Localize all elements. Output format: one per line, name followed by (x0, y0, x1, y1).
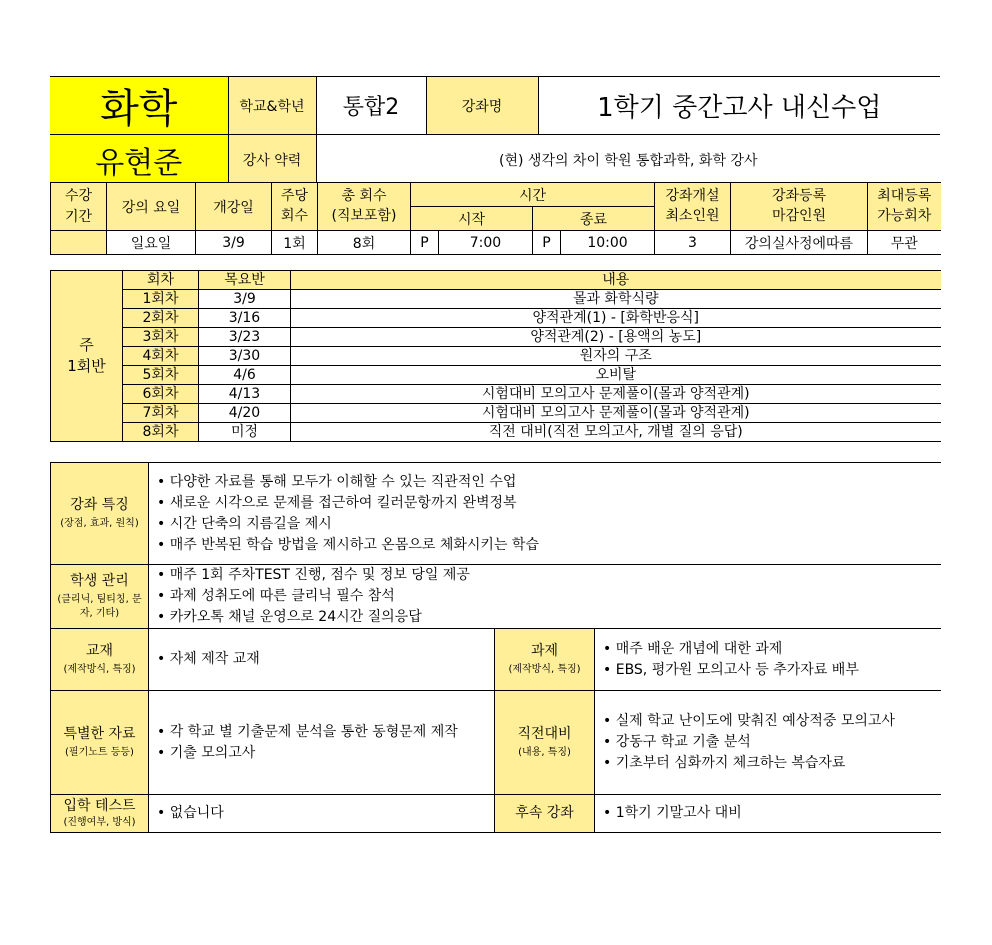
curriculum-group-label: 주 1회반 (51, 271, 123, 442)
day-header: 강의 요일 (107, 183, 196, 231)
followup-content (595, 795, 941, 833)
homework-label (495, 629, 595, 691)
textbook-sub: (제작방식, 특징) (63, 664, 136, 676)
date-cell: 3/30 (199, 347, 291, 366)
end-header: 종료 (533, 207, 655, 231)
list-item: • 1학기 기말고사 대비 (603, 803, 941, 824)
teacher-name: 유현준 (50, 135, 228, 186)
course-name-label: 강좌명 (426, 77, 538, 135)
curriculum-table (50, 270, 941, 442)
homework-content (595, 629, 941, 691)
end-ampm: P (533, 231, 561, 255)
session-cell: 6회차 (123, 385, 199, 404)
table-row (51, 309, 941, 328)
period-label-cont (51, 231, 107, 255)
features-label (51, 463, 149, 565)
max-reg-header: 최대등록 가능회차 (868, 183, 941, 231)
deadline-header: 강좌등록 마감인원 (731, 183, 868, 231)
start-header: 시작 (411, 207, 533, 231)
list-item: • EBS, 평가원 모의고사 등 추가자료 배부 (603, 660, 941, 681)
list-item: • 기출 모의고사 (157, 743, 494, 764)
content-cell: 시험대비 모의고사 문제풀이(몰과 양적관계) (291, 385, 941, 404)
content-cell: 양적관계(1) - [화학반응식] (291, 309, 941, 328)
table-row (51, 366, 941, 385)
list-item: • 없습니다 (157, 803, 494, 824)
list-item: • 기초부터 심화까지 체크하는 복습자료 (603, 753, 941, 774)
list-item: • 실제 학교 난이도에 맞춰진 예상적중 모의고사 (603, 711, 941, 732)
min-people-value: 3 (655, 231, 731, 255)
content-cell: 시험대비 모의고사 문제풀이(몰과 양적관계) (291, 404, 941, 423)
final-prep-label (495, 691, 595, 795)
session-cell: 4회차 (123, 347, 199, 366)
special-content (149, 691, 495, 795)
special-sub: (필기노트 등등) (65, 747, 134, 759)
school-grade-value: 통합2 (316, 77, 426, 135)
content-cell: 오비탈 (291, 366, 941, 385)
table-row (51, 385, 941, 404)
day-value: 일요일 (107, 231, 196, 255)
list-item: • 매주 반복된 학습 방법을 제시하고 온몸으로 체화시키는 학습 (157, 535, 941, 556)
total-header: 총 회수 (직보포함) (318, 183, 411, 231)
end-time: 10:00 (561, 231, 655, 255)
session-cell: 1회차 (123, 290, 199, 309)
start-time: 7:00 (439, 231, 533, 255)
col-session-header: 회차 (123, 271, 199, 290)
date-cell: 4/20 (199, 404, 291, 423)
period-label: 수강 기간 (51, 183, 107, 231)
date-cell: 미정 (199, 423, 291, 442)
list-item: • 강동구 학교 기출 분석 (603, 732, 941, 753)
table-row (51, 423, 941, 442)
list-item: • 다양한 자료를 통해 모두가 이해할 수 있는 직관적인 수업 (157, 472, 941, 493)
management-content (149, 565, 941, 629)
textbook-content (149, 629, 495, 691)
min-people-header: 강좌개설 최소인원 (655, 183, 731, 231)
career-label: 강사 약력 (228, 135, 316, 186)
max-reg-value: 무관 (868, 231, 941, 255)
col-date-header: 목요반 (199, 271, 291, 290)
schedule-table (50, 182, 941, 255)
management-title: 학생 관리 (70, 572, 129, 589)
content-cell: 몰과 화학식량 (291, 290, 941, 309)
date-cell: 3/16 (199, 309, 291, 328)
content-cell: 원자의 구조 (291, 347, 941, 366)
content-cell: 양적관계(2) - [용액의 농도] (291, 328, 941, 347)
list-item: • 자체 제작 교재 (157, 649, 494, 670)
features-title: 강좌 특징 (70, 496, 129, 513)
textbook-title: 교재 (85, 642, 114, 659)
table-row (51, 328, 941, 347)
features-sub: (장점, 효과, 원칙) (60, 518, 139, 530)
table-row (51, 347, 941, 366)
time-header: 시간 (411, 183, 655, 207)
details-table (50, 462, 941, 833)
start-day-value: 3/9 (196, 231, 272, 255)
weekly-header: 주당 회수 (272, 183, 318, 231)
header-table (50, 76, 940, 186)
session-cell: 5회차 (123, 366, 199, 385)
col-content-header: 내용 (291, 271, 941, 290)
final-prep-sub: (내용, 특징) (518, 747, 571, 759)
entrance-label (51, 795, 149, 833)
start-day-header: 개강일 (196, 183, 272, 231)
final-prep-content (595, 691, 941, 795)
career-value: (현) 생각의 차이 학원 통합과학, 화학 강사 (316, 135, 940, 186)
management-sub: (클리닉, 팀티칭, 문자, 기타) (57, 594, 142, 620)
homework-title: 과제 (530, 642, 559, 659)
date-cell: 3/23 (199, 328, 291, 347)
date-cell: 4/13 (199, 385, 291, 404)
session-cell: 7회차 (123, 404, 199, 423)
features-content (149, 463, 941, 565)
special-title: 특별한 자료 (63, 725, 136, 742)
list-item: • 매주 1회 주차TEST 진행, 점수 및 정보 당일 제공 (157, 565, 941, 586)
weekly-value: 1회 (272, 231, 318, 255)
special-label (51, 691, 149, 795)
school-grade-label: 학교&학년 (228, 77, 316, 135)
date-cell: 3/9 (199, 290, 291, 309)
list-item: • 각 학교 별 기출문제 분석을 통한 동형문제 제작 (157, 722, 494, 743)
content-cell: 직전 대비(직전 모의고사, 개별 질의 응답) (291, 423, 941, 442)
session-cell: 3회차 (123, 328, 199, 347)
list-item: • 과제 성취도에 따른 클리닉 필수 참석 (157, 586, 941, 607)
table-row (51, 290, 941, 309)
textbook-label (51, 629, 149, 691)
entrance-content (149, 795, 495, 833)
list-item: • 카카오톡 채널 운영으로 24시간 질의응답 (157, 607, 941, 628)
course-name-value: 1학기 중간고사 내신수업 (538, 77, 940, 135)
session-cell: 2회차 (123, 309, 199, 328)
session-cell: 8회차 (123, 423, 199, 442)
followup-label: 후속 강좌 (495, 795, 595, 833)
total-value: 8회 (318, 231, 411, 255)
table-row (51, 404, 941, 423)
subject-title: 화학 (50, 77, 228, 135)
list-item: • 매주 배운 개념에 대한 과제 (603, 639, 941, 660)
entrance-title: 입학 테스트 (63, 797, 136, 814)
list-item: • 새로운 시각으로 문제를 접근하여 킬러문항까지 완벽정복 (157, 493, 941, 514)
list-item: • 시간 단축의 지름길을 제시 (157, 514, 941, 535)
final-prep-title: 직전대비 (517, 725, 572, 742)
date-cell: 4/6 (199, 366, 291, 385)
entrance-sub: (진행여부, 방식) (63, 817, 136, 829)
start-ampm: P (411, 231, 439, 255)
management-label (51, 565, 149, 629)
deadline-value: 강의실사정에따름 (731, 231, 868, 255)
homework-sub: (제작방식, 특징) (508, 664, 581, 676)
